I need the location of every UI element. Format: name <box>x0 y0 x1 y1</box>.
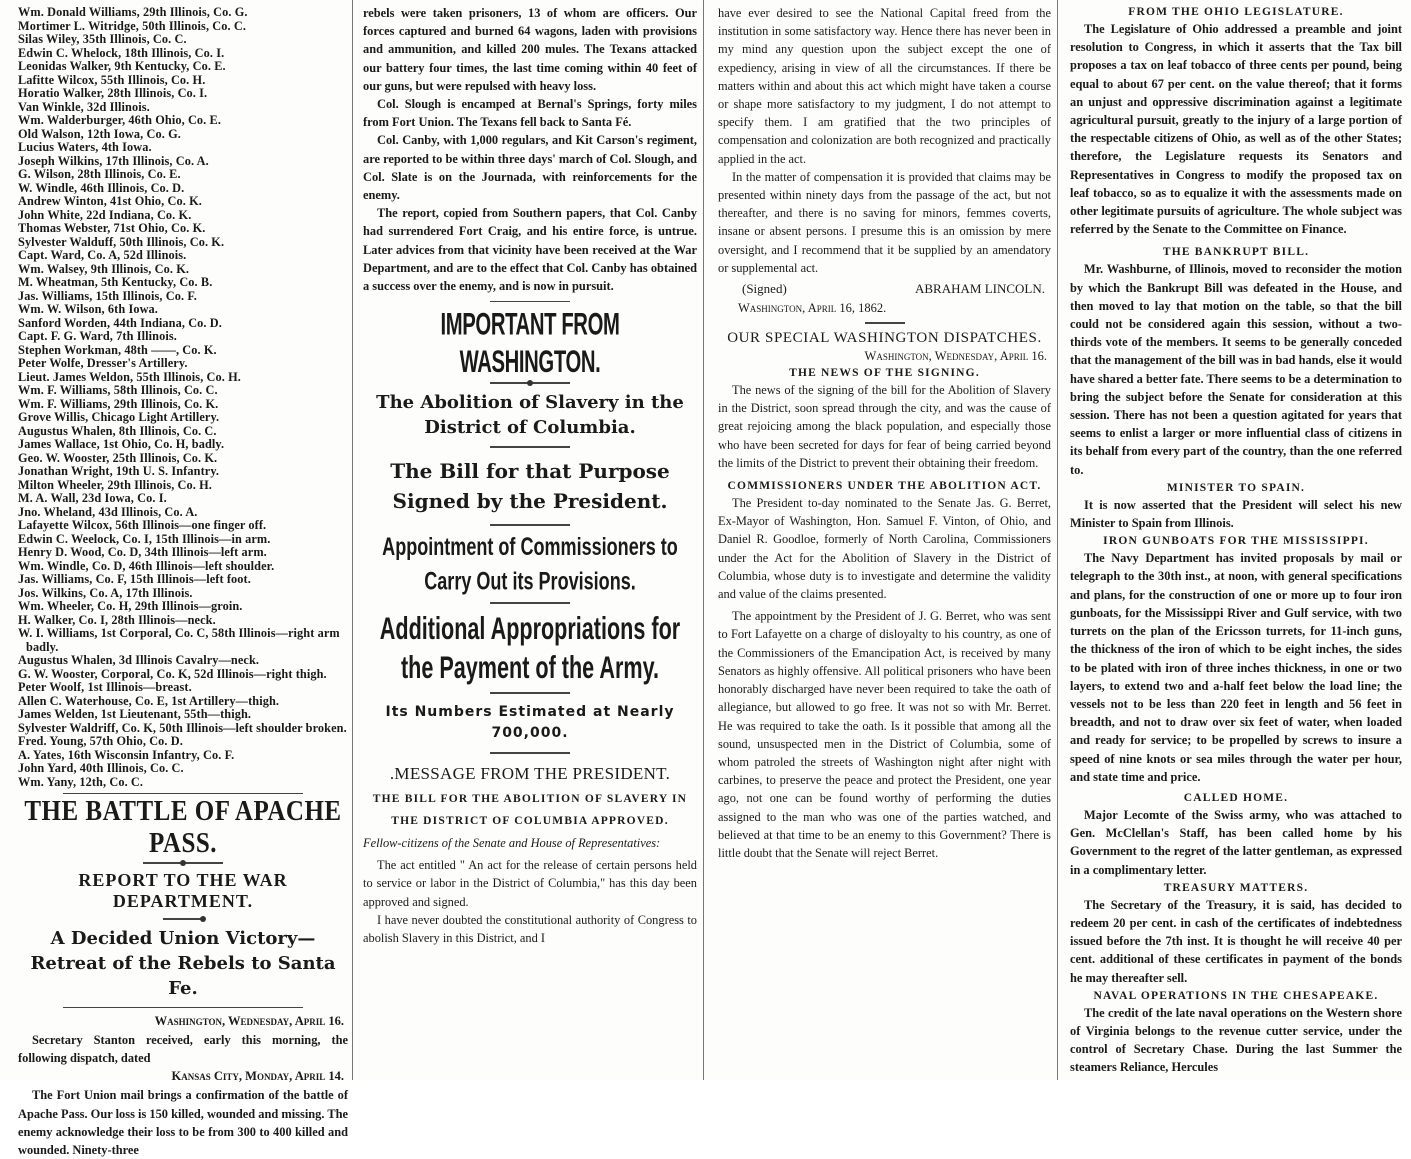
deck-union-victory: A Decided Union Victory—Retreat of the Rebels to Santa Fe. <box>30 928 336 999</box>
dateline-kansas-city: Kansas City, Monday, April 14. <box>171 1069 344 1084</box>
section-treasury-matters: TREASURY MATTERS. <box>1163 881 1309 894</box>
roster-entry: John Yard, 40th Illinois, Co. C. <box>18 761 184 775</box>
roster-entry: Mortimer L. Witridge, 50th Illinois, Co. C. <box>18 18 247 33</box>
roster-entry: Jos. Wilkins, Co. A, 17th Illinois. <box>18 585 193 600</box>
roster-entry: James Wallace, 1st Ohio, Co. H, badly. <box>18 437 225 451</box>
roster-entry: Lafayette Wilcox, 56th Illinois—one finger off. <box>18 518 267 532</box>
roster-entry: Wm. Walsey, 9th Illinois, Co. K. <box>18 261 190 276</box>
signature-date: Washington, April 16, 1862. <box>738 301 887 316</box>
roster-entry: Sanford Worden, 44th Indiana, Co. D. <box>18 315 222 330</box>
column-4 <box>1066 0 1406 1080</box>
headline-important-from-washington: IMPORTANT FROM WASHINGTON. <box>440 306 620 380</box>
deck-appropriations: Additional Appropriations for the Payment of the Army. <box>379 611 681 686</box>
roster-entry: Lucius Waters, 4th Iowa. <box>18 140 152 154</box>
roster-entry: Fred. Young, 57th Ohio, Co. D. <box>18 734 183 748</box>
article-paragraph: Mr. Washburne, of Illinois, moved to reconsider the motion by which the Bankrupt Bill was defeated in the House, and then moved to lay that motion on the table, so that the bill could not be considered again this session, without a two-thirds vote of the members. It seems to be generally conceded that the management of the bill was in bad hands, else it would have shared a better fate. There seems to be a determination to bring the subject before the Senate for consideration at this session. There has not been a question agitated for years that seems to enlist a larger or more influential class of citizens in its behalf from every part of the country, than the one referred to. <box>1070 262 1402 477</box>
roster-entry: H. Walker, Co. I, 28th Illinois—neck. <box>18 612 216 627</box>
roster-entry: Edwin C. Weelock, Co. I, 15th Illinois—in arm. <box>18 531 271 546</box>
deck-numbers-estimated: Its Numbers Estimated at Nearly 700,000. <box>385 704 675 742</box>
casualty-roster <box>18 6 348 789</box>
roster-entry: G. W. Wooster, Corporal, Co. K, 52d Illinois—right thigh. <box>18 666 327 681</box>
roster-entry: Henry D. Wood, Co. D, 34th Illinois—left arm. <box>18 545 267 559</box>
section-iron-gunboats: IRON GUNBOATS FOR THE MISSISSIPPI. <box>1103 535 1369 548</box>
roster-entry: Lafitte Wilcox, 55th Illinois, Co. H. <box>18 72 206 87</box>
roster-entry: Stephen Workman, 48th ——, Co. K. <box>18 342 217 357</box>
roster-entry: Lieut. James Weldon, 55th Illinois, Co. H. <box>18 369 241 384</box>
roster-entry: Wm. F. Williams, 29th Illinois, Co. K. <box>18 396 219 411</box>
ornamental-rule <box>163 918 203 920</box>
article-paragraph: The appointment by the President of J. G. Berret, who was sent to Fort Lafayette on a charge of disloyalty to his country, as one of the Commissioners of the Emancipation Act, is received by many Senators as highly offensive. All political prisoners who have been honorably discharged have never been required to take the oath of allegiance, but allowed to go free. It was not so with Mr. Berret. He was required to take the oath. Is it possible that among all the sound, unsuspected men in the District of Columbia, some of whom patroled the streets of Washington night after night with carbines, to preserve the peace and protect the President, one year ago, not one can be found worthy of performing the duties assigned to the man who was one of the parties watched, and believed at that time to be an enemy to this Government? There is little doubt that the Senate will reject Berret. <box>718 609 1051 860</box>
roster-entry: Wm. Walderburger, 46th Ohio, Co. E. <box>18 113 221 127</box>
roster-entry: G. Wilson, 28th Illinois, Co. E. <box>18 167 181 181</box>
roster-entry: Peter Wolfe, Dresser's Artillery. <box>18 356 188 370</box>
article-paragraph: The credit of the late naval operations on the Western shore of Virginia belongs to the revenue cutter service, under the control of Secretary Chase. During the last Summer the steamers Reliance, Hercules <box>1070 1005 1402 1075</box>
deck-bill-signed: The Bill for that Purpose Signed by the President. <box>390 459 670 514</box>
headline-apache-pass: THE BATTLE OF APACHE PASS. <box>24 795 342 860</box>
article-paragraph: The Legislature of Ohio addressed a preamble and joint resolution to Congress, in which it asserts that the Tax bill proposes a tax on leaf tobacco of three cents per pound, being equal to about 67 per cent. on the value thereof; that it forms an unjust and oppressive discrimination against a legitimate agricultural pursuit, greatly to the injury of a large portion of the respectable citizens of Ohio, as well as of the other States; therefore, the Legislature requests its Senators and Representatives in Congress to modify the proposed tax on leaf tobacco, so as to equalize it with the assessments made on other legitimate pursuits of agriculture. The whole subject was referred by the Senate to the Committee on Finance. <box>1070 22 1402 237</box>
roster-entry: Augustus Whalen, 8th Illinois, Co. C. <box>18 423 217 438</box>
deck-abolition: The Abolition of Slavery in the District of Columbia. <box>376 392 684 439</box>
ornamental-rule <box>490 692 570 694</box>
column-1 <box>18 0 348 1158</box>
roster-entry: Horatio Walker, 28th Illinois, Co. I. <box>18 86 208 100</box>
roster-entry: Grove Willis, Chicago Light Artillery. <box>18 410 220 424</box>
roster-entry: W. I. Williams, 1st Corporal, Co. C, 58th Illinois—right arm badly. <box>18 626 340 654</box>
dispatch-date: Washington, Wednesday, April 16. <box>864 349 1047 364</box>
roster-entry: Geo. W. Wooster, 25th Illinois, Co. K. <box>18 450 218 465</box>
article-paragraph: Secretary Stanton received, early this morning, the following dispatch, dated <box>18 1033 348 1066</box>
column-rule <box>63 1007 303 1008</box>
ornamental-rule <box>490 524 570 526</box>
section-minister-to-spain: MINISTER TO SPAIN. <box>1166 481 1306 494</box>
column-3 <box>712 0 1058 1080</box>
ornamental-rule <box>490 382 570 384</box>
article-paragraph: Major Lecomte of the Swiss army, who was attached to Gen. McClellan's Staff, has been called home by his Government to the regret of the latter gentleman, as expressed in a complimentary letter. <box>1070 807 1402 877</box>
signature-line <box>718 281 1051 297</box>
roster-entry: Wm. F. Williams, 58th Illinois, Co. C. <box>18 383 218 397</box>
roster-entry: W. Windle, 46th Illinois, Co. D. <box>18 180 185 195</box>
section-bankrupt-bill: THE BANKRUPT BILL. <box>1162 246 1310 259</box>
roster-entry: Van Winkle, 32d Illinois. <box>18 99 150 114</box>
section-bill-approved: THE BILL FOR THE ABOLITION OF SLAVERY IN THE DISTRICT OF COLUMBIA APPROVED. <box>372 793 688 828</box>
roster-entry: Old Walson, 12th Iowa, Co. G. <box>18 126 181 141</box>
roster-entry: Leonidas Walker, 9th Kentucky, Co. E. <box>18 59 226 73</box>
roster-entry: Jno. Wheland, 43d Illinois, Co. A. <box>18 504 198 519</box>
roster-entry: Capt. F. G. Ward, 7th Illinois. <box>18 329 177 343</box>
roster-entry: Wm. W. Wilson, 6th Iowa. <box>18 302 158 316</box>
signed-name: ABRAHAM LINCOLN. <box>915 281 1045 297</box>
section-ohio-legislature: FROM THE OHIO LEGISLATURE. <box>1128 6 1344 18</box>
article-paragraph: The news of the signing of the bill for the Abolition of Slavery in the District, soon spread through the city, and was the cause of great rejoicing among the black population, and especially those who have been secreted for days for fear of being carried beyond the limits of the District to prevent their obtaining their freedom. <box>718 383 1051 470</box>
section-commissioners: COMMISSIONERS UNDER THE ABOLITION ACT. <box>727 480 1042 493</box>
ornamental-rule <box>865 322 905 324</box>
roster-entry: James Welden, 1st Lieutenant, 55th—thigh. <box>18 707 252 721</box>
section-message-from-president: .MESSAGE FROM THE PRESIDENT. <box>389 764 671 784</box>
article-paragraph: rebels were taken prisoners, 13 of whom are officers. Our forces captured and burned 64 wagons, laden with provisions and ammunition, and killed 200 mules. The Texans attacked our battery four times, the last time coming within 40 feet of our guns, but were repulsed with heavy loss. <box>363 6 697 93</box>
column-rule <box>490 301 570 302</box>
section-news-of-signing: THE NEWS OF THE SIGNING. <box>789 367 980 380</box>
roster-entry: Sylvester Waldriff, Co. K, 50th Illinois—left shoulder broken. <box>18 720 347 735</box>
article-paragraph: Col. Slough is encamped at Bernal's Springs, forty miles from Fort Union. The Texans fell back to Santa Fé. <box>363 97 697 130</box>
roster-entry: A. Yates, 16th Wisconsin Infantry, Co. F. <box>18 747 235 762</box>
roster-entry: Wm. Yany, 12th, Co. C. <box>18 774 144 789</box>
article-paragraph: The act entitled " An act for the release of certain persons held to service or labor in the District of Columbia," has this day been approved and signed. <box>363 858 697 909</box>
ornamental-rule <box>490 602 570 604</box>
roster-entry: Andrew Winton, 41st Ohio, Co. K. <box>18 194 202 208</box>
roster-entry: Augustus Whalen, 3d Illinois Cavalry—neck. <box>18 653 260 667</box>
deck-commissioners: Appointment of Commissioners to Carry Out its Provisions. <box>382 532 678 596</box>
section-called-home: CALLED HOME. <box>1183 791 1289 804</box>
column-rule <box>63 793 303 794</box>
article-paragraph: The President to-day nominated to the Senate Jas. G. Berret, Ex-Mayor of Washington, Hon. Samuel F. Vinton, of Ohio, and Daniel R. Goodloe, formerly of North Carolina, Commissioners under the Act for the Abolition of Slavery in the District of Columbia, whose duty is to investigate and determine the validity and value of the claims presented. <box>718 496 1051 602</box>
roster-entry: Jonathan Wright, 19th U. S. Infantry. <box>18 464 220 478</box>
section-special-dispatches: OUR SPECIAL WASHINGTON DISPATCHES. <box>727 330 1042 347</box>
roster-entry: Wm. Wheeler, Co. H, 29th Illinois—groin. <box>18 599 243 613</box>
dateline-washington: Washington, Wednesday, April 16. <box>154 1014 344 1028</box>
roster-entry: Silas Wiley, 35th Illinois, Co. C. <box>18 32 187 46</box>
article-paragraph: The Fort Union mail brings a confirmation of the battle of Apache Pass. Our loss is 150 killed, wounded and missing. The enemy acknowledge their loss to be from 300 to 400 killed and wounded. Ninety-three <box>18 1088 348 1158</box>
roster-entry: Wm. Windle, Co. D, 46th Illinois—left shoulder. <box>18 558 275 573</box>
roster-entry: Peter Woolf, 1st Illinois—breast. <box>18 680 192 694</box>
roster-entry: Milton Wheeler, 29th Illinois, Co. H. <box>18 477 212 492</box>
article-paragraph: The Secretary of the Treasury, it is said, has decided to redeem 20 per cent. in cash of the certificates of indebtedness issued before the 7th inst. It is thought he will receive 40 per cent. additional of these certificates in payment of the bonds he may thereafter sell. <box>1070 897 1402 985</box>
signed-label: (Signed) <box>742 281 787 297</box>
roster-entry: Thomas Webster, 71st Ohio, Co. K. <box>18 221 206 235</box>
column-2 <box>352 0 704 1080</box>
article-paragraph: It is now asserted that the President will select his new Minister to Spain from Illinois. <box>1070 497 1402 531</box>
roster-entry: Joseph Wilkins, 17th Illinois, Co. A. <box>18 153 209 168</box>
article-paragraph: Col. Canby, with 1,000 regulars, and Kit Carson's regiment, are reported to be within three days' march of Col. Slough, and Col. Slate is on the Journada, with reinforcements for the enemy. <box>363 133 697 203</box>
article-paragraph: I have never doubted the constitutional authority of Congress to abolish Slavery in this District, and I <box>363 912 697 946</box>
roster-entry: Edwin C. Whelock, 18th Illinois, Co. I. <box>18 45 225 60</box>
article-paragraph: The Navy Department has invited proposals by mail or telegraph to the 30th inst., at noon, with general specifications and plans, for the construction of one or more up to four iron gunboats, for the Mississippi River and Gulf service, with two turrets on the plan of the Ericsson turrets, for 11-inch guns, the thickness of the iron of which to be eight inches, the sides to be plated with iron of three inches thickness, in one or two layers, to extend two and a-half feet below the load line; the vessels not to be less than 220 feet in length and 56 feet in breadth, and not to draw over six feet of water, when loaded and ready for service; to be propelled by screws to insure a speed of nine knots or sea miles through the water per hour, and state time and price. <box>1070 551 1402 784</box>
ornamental-rule <box>490 752 570 754</box>
roster-entry: M. A. Wall, 23d Iowa, Co. I. <box>18 491 167 505</box>
salutation: Fellow-citizens of the Senate and House of Representatives: <box>363 836 661 851</box>
article-paragraph: In the matter of compensation it is provided that claims may be presented within ninety days from the passage of the act, but not thereafter, and there is no saving for minors, femmes coverts, insane or absent persons. I presume this is an omission by mere oversight, and I recommend that it be supplied by an amendatory or supplemental act. <box>718 169 1051 275</box>
roster-entry: Wm. Donald Williams, 29th Illinois, Co. G. <box>18 5 248 19</box>
article-paragraph: The report, copied from Southern papers, that Col. Canby had surrendered Fort Craig, and his entire force, is untrue. Later advices from that vicinity have been received at the War Department, and are to the effect that Col. Canby has obtained a success over the enemy, and is now in pursuit. <box>363 206 697 294</box>
ornamental-rule <box>143 862 223 864</box>
roster-entry: Capt. Ward, Co. A, 52d Illinois. <box>18 248 187 262</box>
roster-entry: Allen C. Waterhouse, Co. E, 1st Artillery—thigh. <box>18 693 280 708</box>
subhead-war-department: REPORT TO THE WAR DEPARTMENT. <box>78 870 288 911</box>
ornamental-rule <box>490 446 570 448</box>
roster-entry: Jas. Williams, Co. F, 15th Illinois—left foot. <box>18 572 251 586</box>
roster-entry: Sylvester Walduff, 50th Illinois, Co. K. <box>18 234 225 249</box>
section-naval-operations: NAVAL OPERATIONS IN THE CHESAPEAKE. <box>1093 989 1379 1002</box>
roster-entry: John White, 22d Indiana, Co. K. <box>18 207 192 222</box>
roster-entry: M. Wheatman, 5th Kentucky, Co. B. <box>18 275 213 289</box>
article-paragraph: have ever desired to see the National Capital freed from the institution in some satisfactory way. Hence there has never been in my mind any question upon the subject except the one of expediency, arising in view of all the circumstances. If there be matters within and about this act which might have taken a course or shape more satisfactory to my judgment, I do not attempt to specify them. I am gratified that the two principles of compensation and colonization are both recognized and practically applied in the act. <box>718 6 1051 166</box>
roster-entry: Jas. Williams, 15th Illinois, Co. F. <box>18 288 197 303</box>
